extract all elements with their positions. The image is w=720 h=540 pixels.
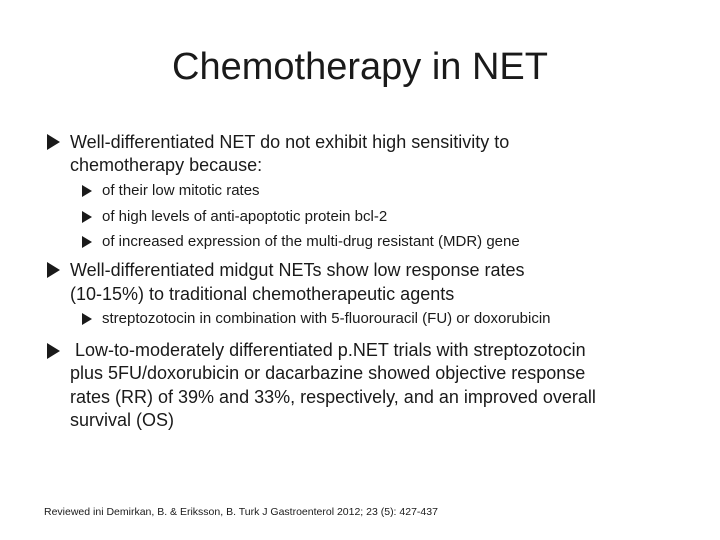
arrow-bullet-icon xyxy=(82,185,92,197)
bullet-1-line-1: Well-differentiated NET do not exhibit high sensitivity to xyxy=(70,132,510,152)
arrow-bullet-icon xyxy=(82,313,92,325)
bullet-3-line-4: survival (OS) xyxy=(70,410,175,430)
arrow-bullet-icon xyxy=(82,211,92,223)
bullet-1-line-2: chemotherapy because: xyxy=(70,155,263,175)
sub-bullet-1-2: of high levels of anti-apoptotic protein bcl-2 xyxy=(102,208,388,225)
reference-citation: Reviewed ini Demirkan, B. & Eriksson, B. Turk J Gastroenterol 2012; 23 (5): 427-437 xyxy=(44,506,438,518)
arrow-bullet-icon xyxy=(47,262,60,278)
sub-bullet-1-3: of increased expression of the multi-drug resistant (MDR) gene xyxy=(102,233,520,250)
sub-bullet-2-1: streptozotocin in combination with 5-fluorouracil (FU) or doxorubicin xyxy=(102,310,551,327)
arrow-bullet-icon xyxy=(47,134,60,150)
bullet-2-line-2: (10-15%) to traditional chemotherapeutic agents xyxy=(70,284,455,304)
bullet-3-line-2: plus 5FU/doxorubicin or dacarbazine showed objective response xyxy=(70,363,586,383)
slide-title: Chemotherapy in NET xyxy=(172,46,548,88)
sub-bullet-1-1: of their low mitotic rates xyxy=(102,182,260,199)
bullet-3-line-3: rates (RR) of 39% and 33%, respectively, and an improved overall xyxy=(70,387,596,407)
bullet-2-line-1: Well-differentiated midgut NETs show low response rates xyxy=(70,260,525,280)
arrow-bullet-icon xyxy=(82,236,92,248)
arrow-bullet-icon xyxy=(47,343,60,359)
bullet-3-line-1: Low-to-moderately differentiated p.NET trials with streptozotocin xyxy=(75,340,586,360)
